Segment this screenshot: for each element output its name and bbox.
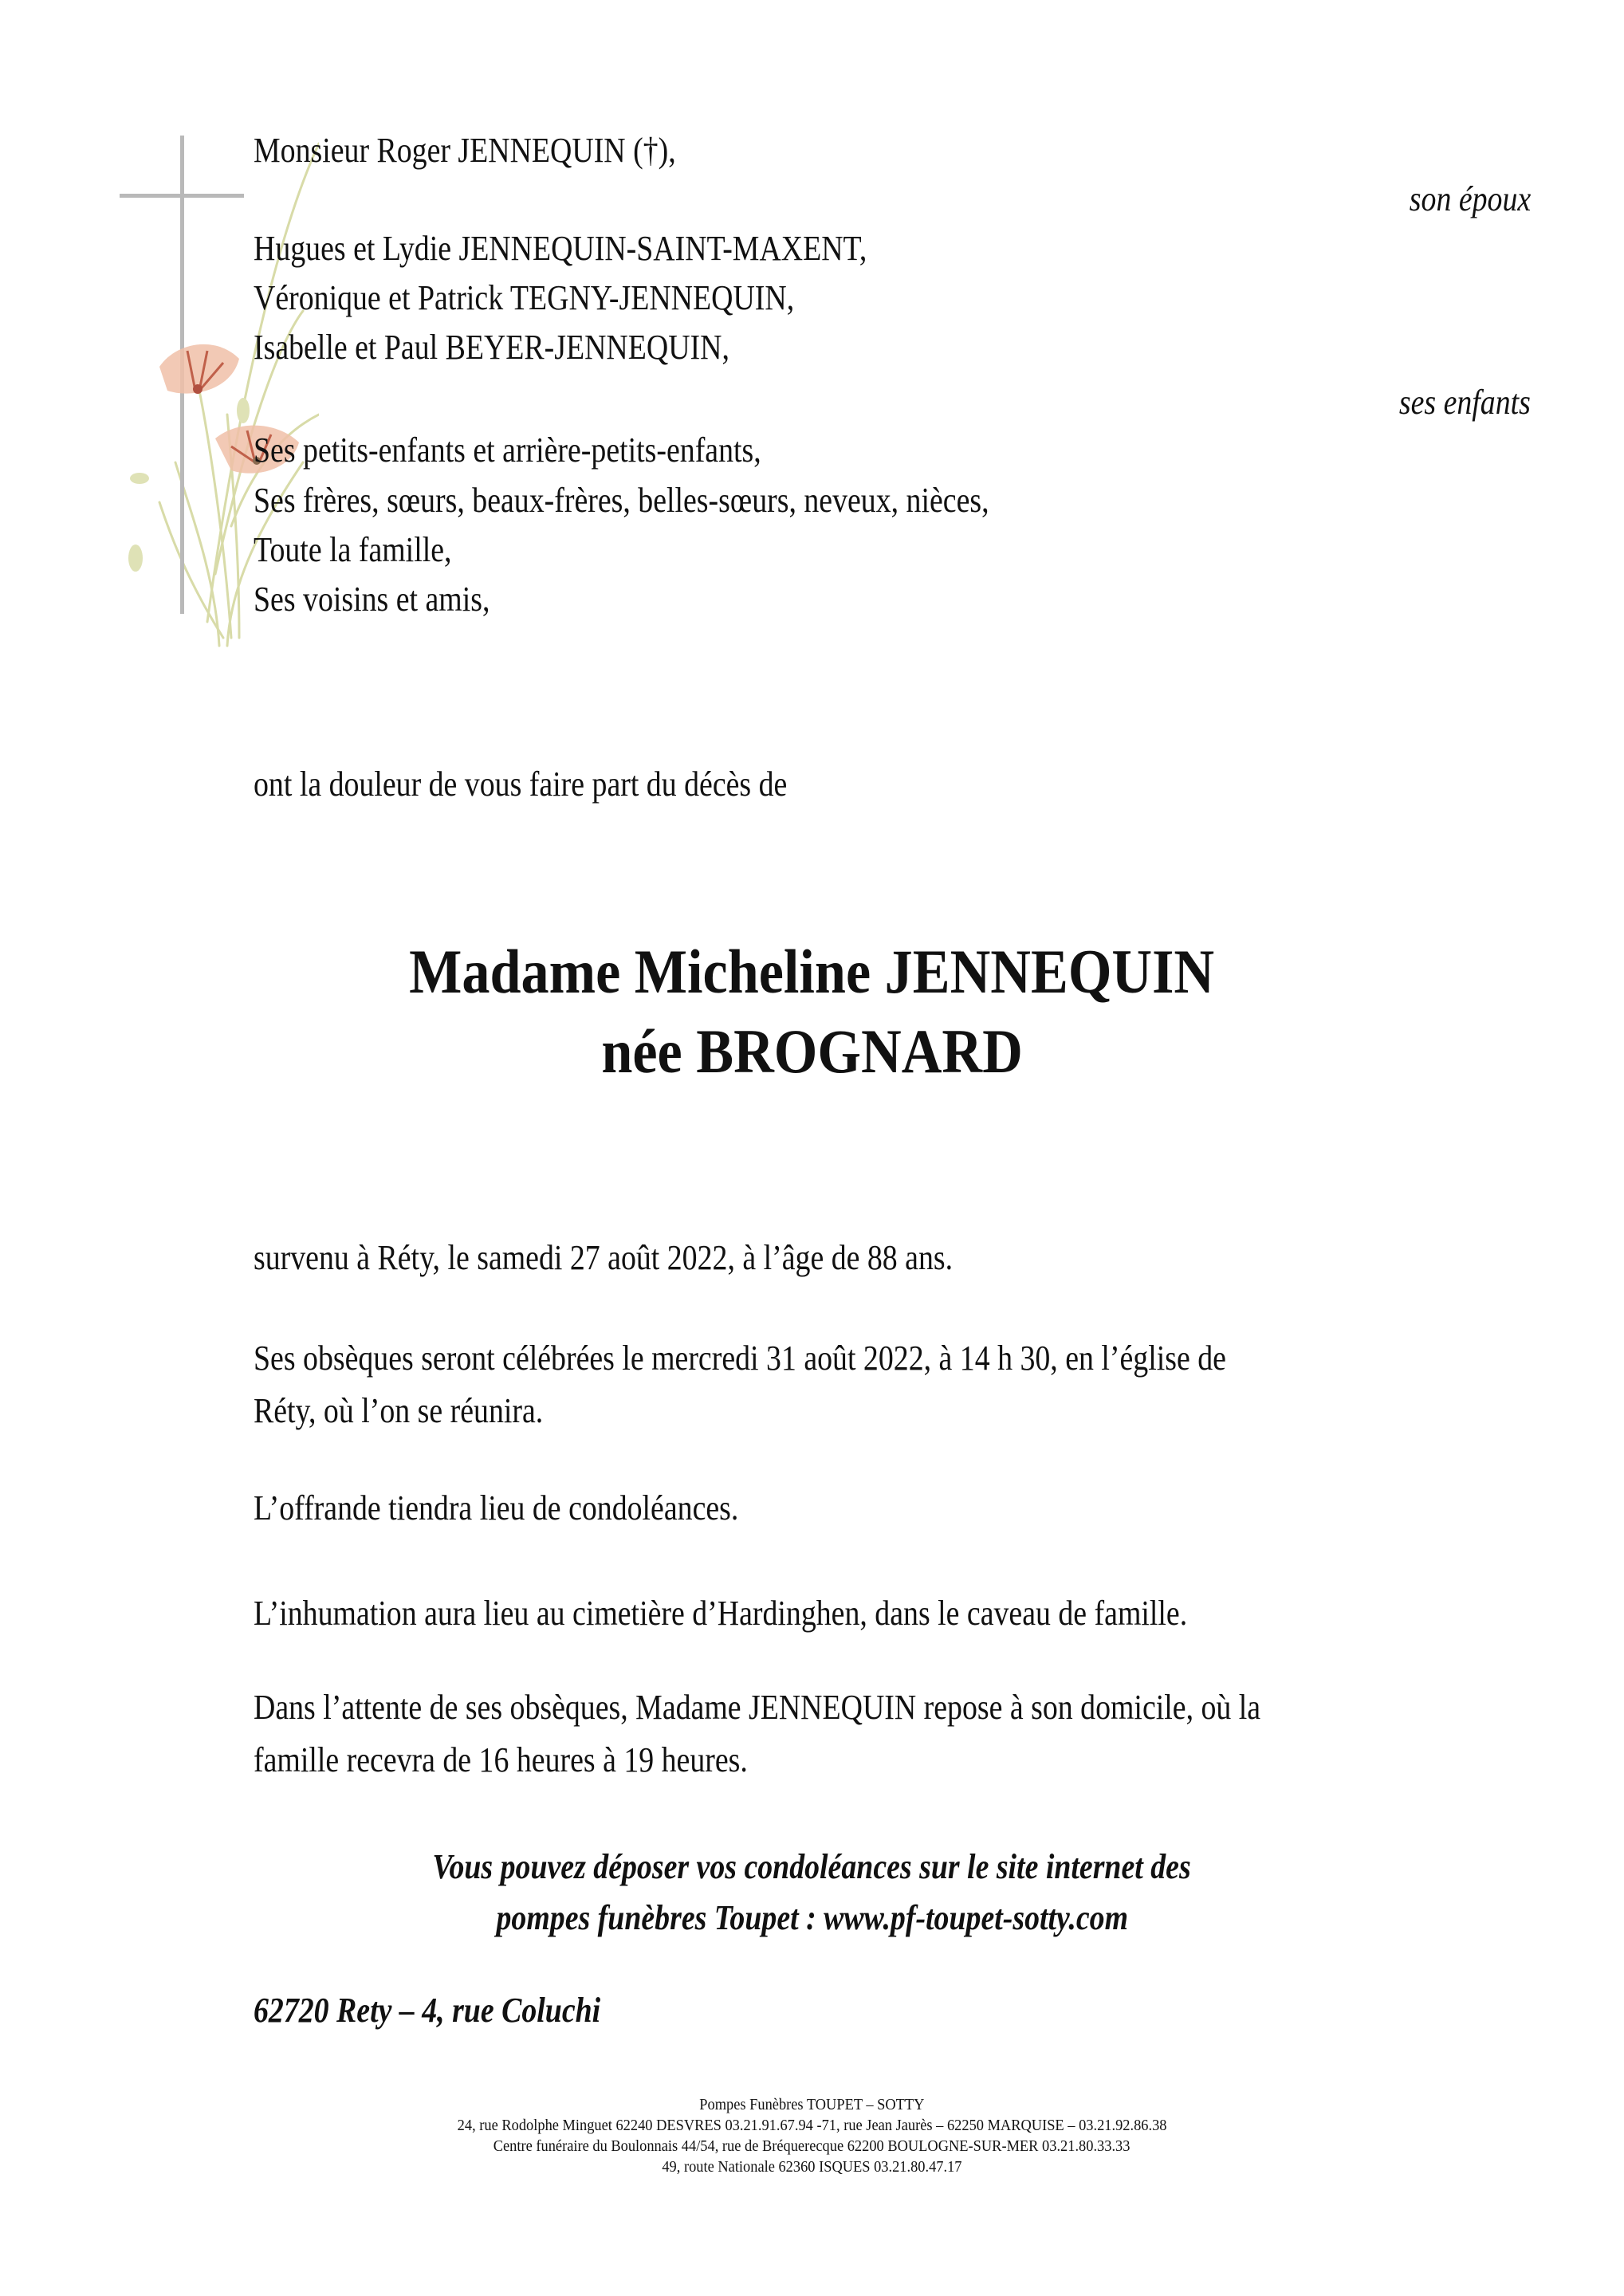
funeral-details-line1: Ses obsèques seront célébrées le mercredi 31 août 2022, à 14 h 30, en l’église de <box>254 1339 1226 1378</box>
funeral-details-line2: Réty, où l’on se réunira. <box>254 1391 544 1430</box>
death-details: survenu à Réty, le samedi 27 août 2022, à l’âge de 88 ans. <box>254 1238 954 1277</box>
footer-address-line2: Centre funéraire du Boulonnais 44/54, rue de Bréquerecque 62200 BOULOGNE-SUR-MER 03.21.80.33.33 <box>493 2137 1131 2155</box>
family-line-spouse: Monsieur Roger JENNEQUIN (†), <box>254 131 676 170</box>
offering-text: L’offrande tiendra lieu de condoléances. <box>254 1488 739 1527</box>
wake-line2: famille recevra de 16 heures à 19 heures. <box>254 1740 748 1779</box>
deceased-maiden-name: née BROGNARD <box>601 1016 1023 1086</box>
family-line-child: Véronique et Patrick TEGNY-JENNEQUIN, <box>254 278 795 317</box>
condolences-line2[interactable]: pompes funèbres Toupet : www.pf-toupet-sotty.com <box>496 1898 1128 1937</box>
family-line-child: Hugues et Lydie JENNEQUIN-SAINT-MAXENT, <box>254 229 867 268</box>
family-line-neighbors: Ses voisins et amis, <box>254 580 490 619</box>
footer-company: Pompes Funèbres TOUPET – SOTTY <box>699 2096 925 2113</box>
poppy-bud-icon <box>128 398 250 572</box>
footer-address-line1: 24, rue Rodolphe Minguet 62240 DESVRES 03.21.91.67.94 -71, rue Jean Jaurès – 62250 MARQUISE – 03.21.92.86.38 <box>457 2117 1167 2134</box>
relation-children-label: ses enfants <box>1398 383 1531 422</box>
family-line-grandchildren: Ses petits-enfants et arrière-petits-enfants, <box>254 431 761 470</box>
home-address: 62720 Rety – 4, rue Coluchi <box>254 1991 601 2030</box>
relation-spouse-label: son époux <box>1409 179 1531 218</box>
family-line-child: Isabelle et Paul BEYER-JENNEQUIN, <box>254 328 729 367</box>
footer-address-line3: 49, route Nationale 62360 ISQUES 03.21.80.47.17 <box>662 2158 962 2176</box>
deceased-name: Madame Micheline JENNEQUIN <box>409 937 1215 1006</box>
announcement-text: ont la douleur de vous faire part du décès de <box>254 765 788 804</box>
family-line-family: Toute la famille, <box>254 530 452 569</box>
poppy-flower-icon <box>159 344 239 394</box>
condolences-line1: Vous pouvez déposer vos condoléances sur le site internet des <box>432 1847 1192 1886</box>
wake-line1: Dans l’attente de ses obsèques, Madame JENNEQUIN repose à son domicile, où la <box>254 1688 1261 1727</box>
family-line-siblings: Ses frères, sœurs, beaux-frères, belles-sœurs, neveux, nièces, <box>254 481 989 520</box>
burial-text: L’inhumation aura lieu au cimetière d’Hardinghen, dans le caveau de famille. <box>254 1594 1188 1633</box>
